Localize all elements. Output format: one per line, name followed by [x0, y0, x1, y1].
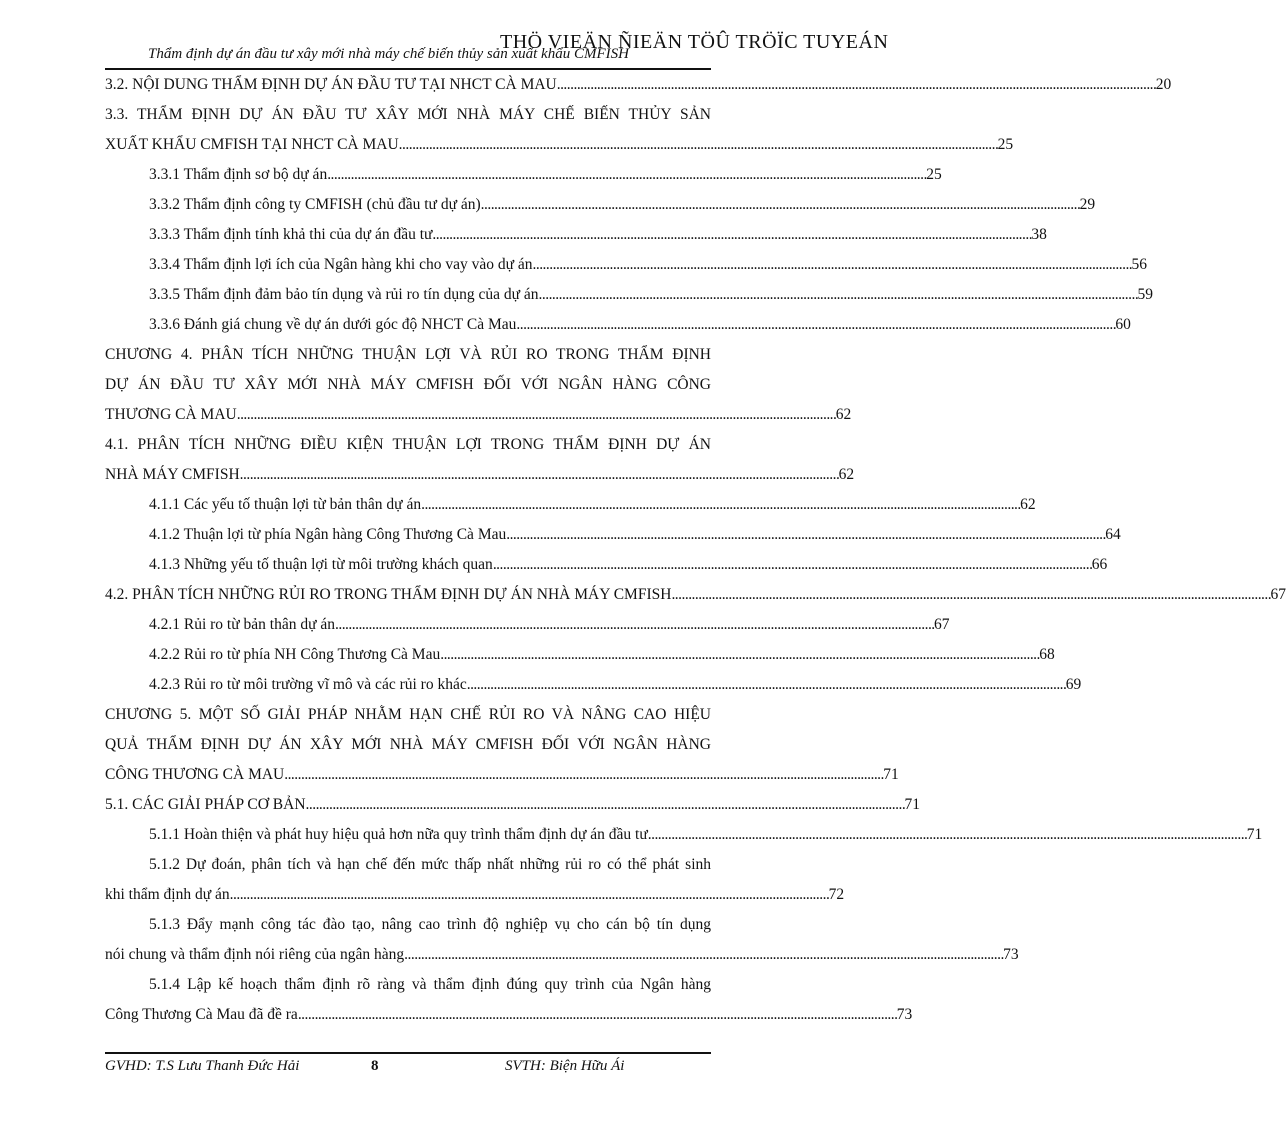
toc-entry[interactable]: khi thẩm định dự án . . . 72 — [105, 886, 711, 904]
footer-page-number: 8 — [371, 1058, 379, 1074]
toc-entry[interactable]: 4.2.1 Rủi ro từ bản thân dự án . . . 67 — [149, 616, 711, 634]
toc-entry[interactable]: nói chung và thẩm định nói riêng của ngân hàng . . . 73 — [105, 946, 711, 964]
toc-entry[interactable]: NHÀ MÁY CMFISH . . . 62 — [105, 466, 711, 484]
toc-entry[interactable]: 5.1. CÁC GIẢI PHÁP CƠ BẢN . . . 71 — [105, 796, 711, 814]
toc-entry[interactable]: 4.1.3 Những yếu tố thuận lợi từ môi trường khách quan . . . 66 — [149, 556, 711, 574]
toc-entry[interactable]: DỰ ÁN ĐẦU TƯ XÂY MỚI NHÀ MÁY CMFISH ĐỐI VỚI NGÂN HÀNG CÔNG — [105, 376, 711, 393]
watermark-logo-text: THÖ VIEÄN ÑIEÄN TÖÛ TRÖÏC TUYEÁN — [500, 31, 889, 53]
toc-entry[interactable]: 5.1.4 Lập kế hoạch thẩm định rõ ràng và thẩm định đúng quy trình của Ngân hàng — [149, 976, 711, 993]
toc-entry[interactable]: THƯƠNG CÀ MAU . . . 62 — [105, 406, 711, 424]
toc-entry[interactable]: 3.3.4 Thẩm định lợi ích của Ngân hàng khi cho vay vào dự án . . . 56 — [149, 256, 711, 274]
toc-entry[interactable]: 3.3. THẨM ĐỊNH DỰ ÁN ĐẦU TƯ XÂY MỚI NHÀ MÁY CHẾ BIẾN THỦY SẢN — [105, 106, 711, 123]
toc-entry[interactable]: CHƯƠNG 4. PHÂN TÍCH NHỮNG THUẬN LỢI VÀ RỦI RO TRONG THẨM ĐỊNH — [105, 346, 711, 363]
toc-entry[interactable]: 3.3.6 Đánh giá chung về dự án dưới góc độ NHCT Cà Mau . . . 60 — [149, 316, 711, 334]
toc-entry[interactable]: 3.3.2 Thẩm định công ty CMFISH (chủ đầu tư dự án) . . . 29 — [149, 196, 711, 214]
toc-entry[interactable]: 4.1.2 Thuận lợi từ phía Ngân hàng Công Thương Cà Mau . . . 64 — [149, 526, 711, 544]
footer-advisor: GVHD: T.S Lưu Thanh Đức Hải — [105, 1058, 300, 1074]
toc-entry[interactable]: Công Thương Cà Mau đã đề ra . . . 73 — [105, 1006, 711, 1024]
toc-entry[interactable]: 3.3.1 Thẩm định sơ bộ dự án . . . 25 — [149, 166, 711, 184]
toc-entry[interactable]: 4.1.1 Các yếu tố thuận lợi từ bản thân dự án . . . 62 — [149, 496, 711, 514]
toc-entry[interactable]: 5.1.2 Dự đoán, phân tích và hạn chế đến mức thấp nhất những rủi ro có thể phát sinh — [149, 856, 711, 873]
toc-entry[interactable]: XUẤT KHẨU CMFISH TẠI NHCT CÀ MAU . . . 25 — [105, 136, 711, 154]
toc-entry[interactable]: 4.2. PHÂN TÍCH NHỮNG RỦI RO TRONG THẨM ĐỊNH DỰ ÁN NHÀ MÁY CMFISH . . . 67 — [105, 586, 711, 604]
footer-student: SVTH: Biện Hữu Ái — [505, 1058, 625, 1074]
toc-entry[interactable]: 4.1. PHÂN TÍCH NHỮNG ĐIỀU KIỆN THUẬN LỢI TRONG THẨM ĐỊNH DỰ ÁN — [105, 436, 711, 453]
footer-rule — [105, 1052, 711, 1054]
toc-entry[interactable]: 5.1.1 Hoàn thiện và phát huy hiệu quả hơn nữa quy trình thẩm định dự án đầu tư . . . 71 — [149, 826, 711, 844]
toc-entry[interactable]: 3.3.5 Thẩm định đảm bảo tín dụng và rủi ro tín dụng của dự án . . . 59 — [149, 286, 711, 304]
running-header-title: Thẩm định dự án đầu tư xây mới nhà máy chế biến thủy sản xuất khẩu CMFISH — [148, 46, 629, 62]
toc-entry[interactable]: 4.2.2 Rủi ro từ phía NH Công Thương Cà Mau . . . 68 — [149, 646, 711, 664]
toc-entry[interactable]: 4.2.3 Rủi ro từ môi trường vĩ mô và các rủi ro khác . . . 69 — [149, 676, 711, 694]
toc-entry[interactable]: CÔNG THƯƠNG CÀ MAU . . . 71 — [105, 766, 711, 784]
toc-entry[interactable]: QUẢ THẨM ĐỊNH DỰ ÁN XÂY MỚI NHÀ MÁY CMFISH ĐỐI VỚI NGÂN HÀNG — [105, 736, 711, 753]
toc-entry[interactable]: 3.2. NỘI DUNG THẨM ĐỊNH DỰ ÁN ĐẦU TƯ TẠI NHCT CÀ MAU . . . 20 — [105, 76, 711, 94]
toc-entry[interactable]: 3.3.3 Thẩm định tính khả thi của dự án đầu tư . . . 38 — [149, 226, 711, 244]
toc-entry[interactable]: CHƯƠNG 5. MỘT SỐ GIẢI PHÁP NHẰM HẠN CHẾ RỦI RO VÀ NÂNG CAO HIỆU — [105, 706, 711, 723]
toc-entry[interactable]: 5.1.3 Đẩy mạnh công tác đào tạo, nâng cao trình độ nghiệp vụ cho cán bộ tín dụng — [149, 916, 711, 933]
header-rule — [105, 68, 711, 70]
